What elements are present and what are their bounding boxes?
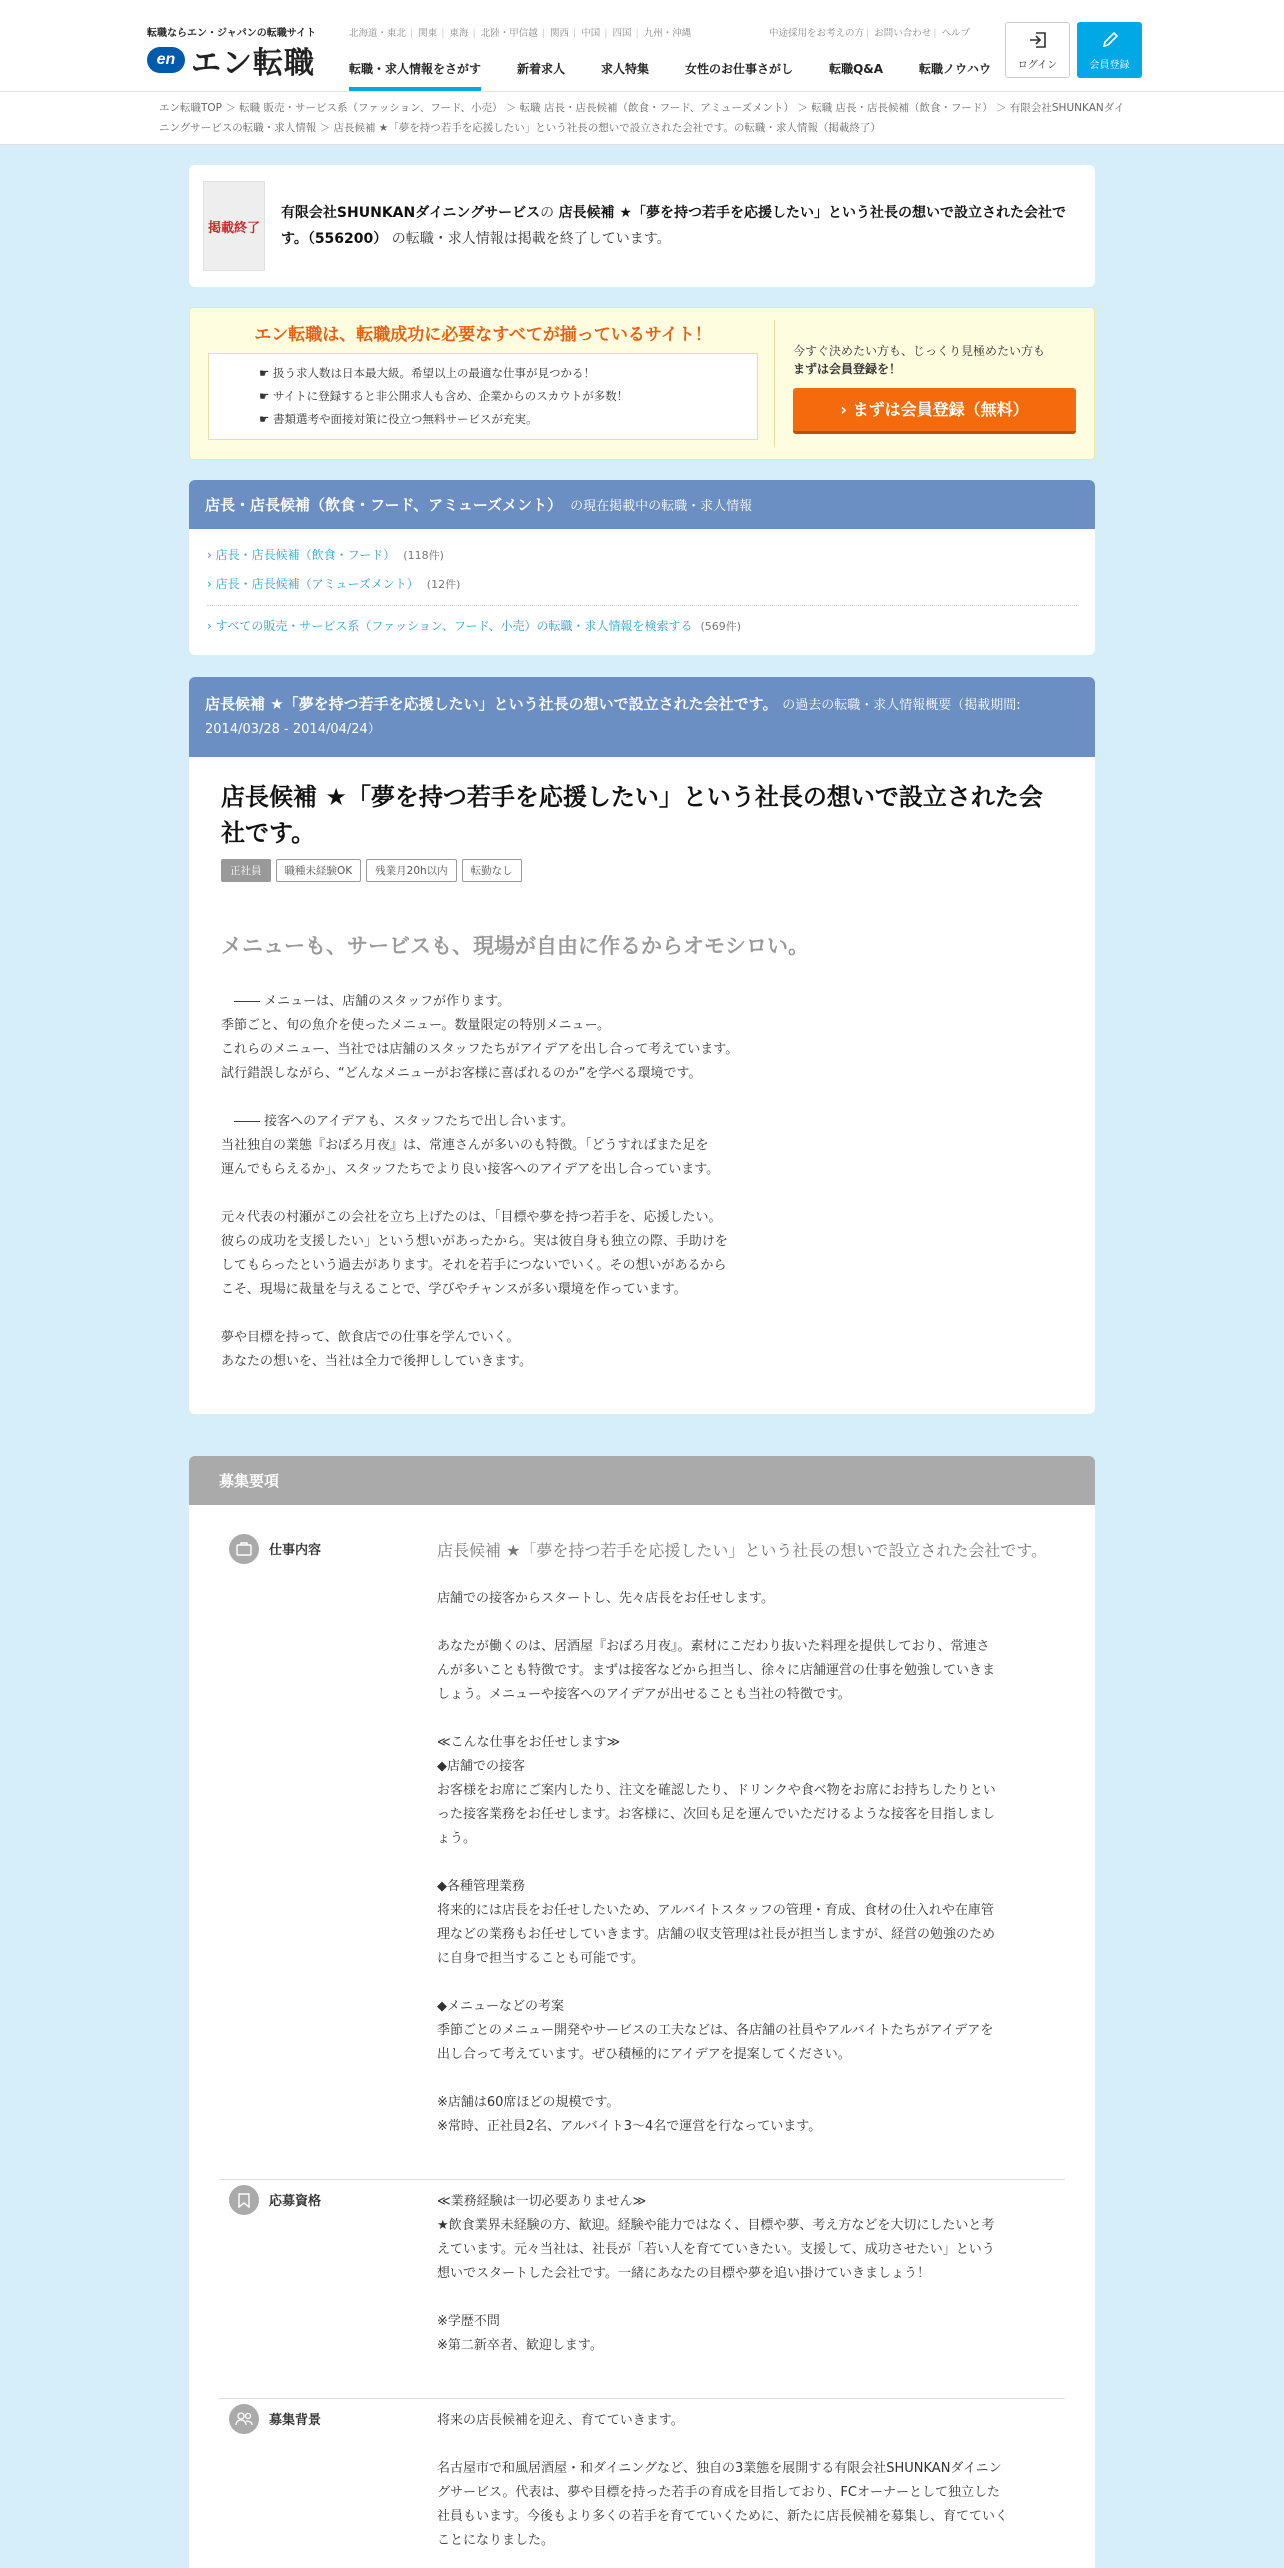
search-all-link[interactable]: › すべての販売・サービス系（ファッション、フード、小売）の転職・求人情報を検索する [207, 619, 693, 633]
category-link-item [207, 570, 1077, 599]
main-content [189, 145, 1095, 2568]
requirement-label [219, 2409, 437, 2553]
category-header [189, 480, 1095, 529]
nav-women-jobs[interactable]: 女性のお仕事さがし [685, 62, 794, 76]
requirement-text: 店舗での接客からスタートし、先々店長をお任せします。 あなたが働くのは、居酒屋『おぼろ月夜』。素材にこだわり抜いた料理を提供しており、常連さ んが多いことも特徴です。まずは接客などから担当し、徐々に店舗運営の仕事を勉強していきま しょう。メニューや接客へのアイデアが出せることも当社の特徴です。 ≪こんな仕事をお任せします≫ ◆店舗での接客 お客様をお席にご案内したり、注文を確認したり、ドリンクや食べ物をお席にお持ちしたりとい った接客業務をお任せします。お客様に、次回も足を運んでいただけるような接客を目指しまし ょう。 ◆各種管理業務 将来的には店長をお任せしたいため、アルバイトスタッフの管理・育成、食材の仕入れや在庫管 理などの業務もお任せしていきます。店舗の収支管理は社長が担当しますが、経営の勉強のため に自身で担当することも可能です。 ◆メニューなどの考案 季節ごとのメニュー開発やサービスの工夫などは、各店舗の社員やアルバイトたちがアイデアを 出し合って考えています。ぜひ積極的にアイデアを提案してください。 ※店舗は60席ほどの規模です。 ※常時、正社員2名、アルバイト3～4名で運営を行なっています。 [437, 1591, 996, 2134]
requirements-box [189, 1456, 1095, 2568]
requirement-label-text: 応募資格 [269, 2194, 322, 2209]
promo-title: エン転職は、転職成功に必要なすべてが揃っているサイト！ [254, 325, 712, 345]
requirement-label [219, 2190, 437, 2358]
nav-features[interactable]: 求人特集 [601, 62, 650, 76]
ended-connector: の [540, 205, 555, 221]
job-header-title: 店長候補 ★「夢を持つ若手を応援したい」という社長の想いで設立された会社です。 [205, 695, 778, 713]
requirements-body [189, 1505, 1095, 2568]
region-link[interactable]: 東海 [449, 28, 469, 39]
requirement-content [437, 1539, 1065, 2139]
pencil-icon [1100, 30, 1120, 50]
requirement-text: ≪業務経験は一切必要ありません≫ ★飲食業界未経験の方、歓迎。経験や能力ではなく、目標や夢、考え方などを大切にしたいと考 えています。元々当社は、社長が「若い人を育てていきたい。支援して、成功させたい」という 想いでスタートした会社です。一緒にあなたの目標や夢を追い掛けていきましょう！ ※学歴不問 ※第二新卒者、歓迎します。 [437, 2194, 995, 2353]
breadcrumb[interactable]: エン転職TOP ＞ 転職 販売・サービス系（ファッション、フード、小売） ＞ 転職 店長・店長候補（飲食・フード、アミューズメント） ＞ 転職 店長・店長候補（飲食・フード） ＞ 有限会社SHUNKANダイニングサービスの転職・求人情報 ＞ 店長候補 ★「夢を持つ若手を応援したい」という社長の想いで設立された会社です。の転職・求人情報（掲載終了） [147, 92, 1137, 144]
promo-box [189, 307, 1095, 460]
ended-suffix: の転職・求人情報は掲載を終了しています。 [391, 231, 671, 247]
requirement-label-text: 仕事内容 [269, 1543, 322, 1558]
job-header-sub: の過去の転職・求人情報概要（掲載期間: 2014/03/28 - 2014/04/24） [205, 698, 1021, 737]
register-label: 会員登録 [1089, 59, 1130, 71]
region-link[interactable]: 九州・沖縄 [643, 28, 692, 39]
promo-left [208, 320, 758, 447]
site-logo[interactable] [147, 38, 315, 82]
tag-no-transfer: 転勤なし [462, 859, 522, 882]
category-all-item [207, 612, 1077, 641]
login-label: ログイン [1017, 59, 1058, 71]
region-links: 北海道・東北 | 関東 | 東海 | 北陸・甲信越 | 関西 | 中国 | 四国 | 九州・沖縄 [349, 28, 692, 39]
promo-right-text: 今すぐ決めたい方も、じっくり見極めたい方も [793, 344, 1046, 358]
job-header [189, 677, 1095, 757]
ended-title: 店長候補 ★「夢を持つ若手を応援したい」という社長の想いで設立された会社です。（556200） [280, 205, 1066, 247]
register-cta-button[interactable]: › まずは会員登録（無料） [793, 388, 1076, 434]
promo-right [774, 320, 1076, 447]
requirement-row [219, 2180, 1065, 2399]
region-link[interactable]: 四国 [612, 28, 632, 39]
promo-list [208, 353, 758, 440]
requirement-row [219, 2399, 1065, 2568]
requirement-lead: 店長候補 ★「夢を持つ若手を応援したい」という社長の想いで設立された会社です。 [437, 1541, 1048, 1560]
region-link[interactable]: 関西 [550, 28, 570, 39]
divider [207, 605, 1077, 606]
logo-en-mark: en [147, 47, 185, 73]
job-body [189, 757, 1095, 1414]
job-title: 店長候補 ★「夢を持つ若手を応援したい」という社長の想いで設立された会社です。 [221, 783, 1043, 847]
register-button[interactable] [1077, 22, 1142, 78]
briefcase-icon [229, 1534, 259, 1564]
bookmark-icon [229, 2185, 259, 2215]
requirement-row [219, 1529, 1065, 2180]
tag-inexperienced-ok: 職種未経験OK [276, 859, 362, 882]
employer-link[interactable]: 中途採用をお考えの方 [769, 28, 865, 39]
ended-text [281, 200, 1081, 252]
nav-search-jobs[interactable]: 転職・求人情報をさがす [349, 60, 481, 91]
tag-fulltime: 正社員 [221, 859, 271, 882]
requirements-title: 募集要項 [189, 1456, 1095, 1505]
ended-badge: 掲載終了 [203, 181, 265, 271]
tag-overtime: 残業月20h以内 [366, 859, 457, 882]
category-title: 店長・店長候補（飲食・フード、アミューズメント） [205, 496, 563, 514]
ended-company: 有限会社SHUNKANダイニングサービス [280, 205, 541, 221]
listing-ended-notice [189, 165, 1095, 287]
login-icon [1028, 30, 1048, 50]
promo-item: ☛ 扱う求人数は日本最大級。希望以上の最適な仕事が見つかる！ [259, 362, 707, 385]
breadcrumb-bar [0, 92, 1284, 145]
category-link-item [207, 541, 1077, 570]
category-link[interactable]: › 店長・店長候補（アミューズメント） [207, 577, 419, 591]
region-link[interactable]: 中国 [581, 28, 601, 39]
category-count: (12件) [426, 578, 461, 591]
category-box [189, 480, 1095, 655]
job-catchcopy: メニューも、サービスも、現場が自由に作るからオモシロい。 [221, 934, 809, 958]
contact-link[interactable]: お問い合わせ [874, 28, 932, 39]
promo-item: ☛ 書類選考や面接対策に役立つ無料サービスが充実。 [259, 408, 707, 431]
category-subtitle: の現在掲載中の転職・求人情報 [570, 499, 753, 514]
job-tags [221, 859, 1063, 882]
region-link[interactable]: 北海道・東北 [349, 28, 407, 39]
promo-item: ☛ サイトに登録すると非公開求人も含め、企業からのスカウトが多数！ [259, 385, 707, 408]
people-icon [229, 2404, 259, 2434]
logo-text: エン転職 [191, 46, 315, 81]
help-link[interactable]: ヘルプ [941, 28, 971, 39]
global-nav [349, 60, 1027, 91]
nav-qa[interactable]: 転職Q&A [829, 62, 884, 76]
job-box [189, 677, 1095, 1414]
job-description: ―― メニューは、店舗のスタッフが作ります。 季節ごと、旬の魚介を使ったメニュー。数量限定の特別メニュー。 これらのメニュー、当社では店舗のスタッフたちがアイデアを出し合って考えています。 試行錯誤しながら、“どんなメニューがお客様に喜ばれるのか”を学べる環境です。 ―― 接客へのアイデアも、スタッフたちで出し合います。 当社独自の業態『おぼろ月夜』は、常連さんが多いのも特徴。「どうすればまた足を 運んでもらえるか」、スタッフたちでより良い接客へのアイデアを出し合っています。 元々代表の村瀬がこの会社を立ち上げたのは、「目標や夢を持つ若手を、応援したい。 彼らの成功を支援したい」という想いがあったから。実は彼自身も独立の際、手助けを してもらったという過去があります。それを若手につないでいく。その想いがあるから こそ、現場に裁量を与えることで、学びやチャンスが多い環境を作っています。 夢や目標を持って、飲食店での仕事を学んでいく。 あなたの想いを、当社は全力で後押ししていきます。 [221, 994, 739, 1369]
promo-right-emphasis: まずは会員登録を！ [793, 362, 902, 376]
nav-knowhow[interactable]: 転職ノウハウ [919, 62, 992, 76]
site-header [0, 0, 1284, 92]
category-links [189, 529, 1095, 655]
region-link[interactable]: 北陸・甲信越 [480, 28, 538, 39]
requirement-text: 将来の店長候補を迎え、育てていきます。 名古屋市で和風居酒屋・和ダイニングなど、独自の3業態を展開する有限会社SHUNKANダイニン グサービス。代表は、夢や目標を持った若手の育成を目指しており、FCオーナーとして独立した 社員もいます。今後もより多くの若手を育てていくために、新たに店長候補を募集し、育てていく ことになりました。 [437, 2413, 1008, 2548]
utility-links: 中途採用をお考えの方 | お問い合わせ | ヘルプ [769, 28, 971, 39]
requirement-label [219, 1539, 437, 2139]
requirement-content [437, 2190, 1065, 2358]
category-count: (118件) [403, 549, 444, 562]
all-count: (569件) [700, 620, 742, 633]
region-link[interactable]: 関東 [418, 28, 438, 39]
site-tagline: 転職ならエン・ジャパンの転職サイト [147, 28, 317, 39]
category-link[interactable]: › 店長・店長候補（飲食・フード） [207, 548, 395, 562]
requirement-content [437, 2409, 1065, 2553]
requirement-label-text: 募集背景 [269, 2413, 322, 2428]
nav-new-jobs[interactable]: 新着求人 [517, 62, 566, 76]
